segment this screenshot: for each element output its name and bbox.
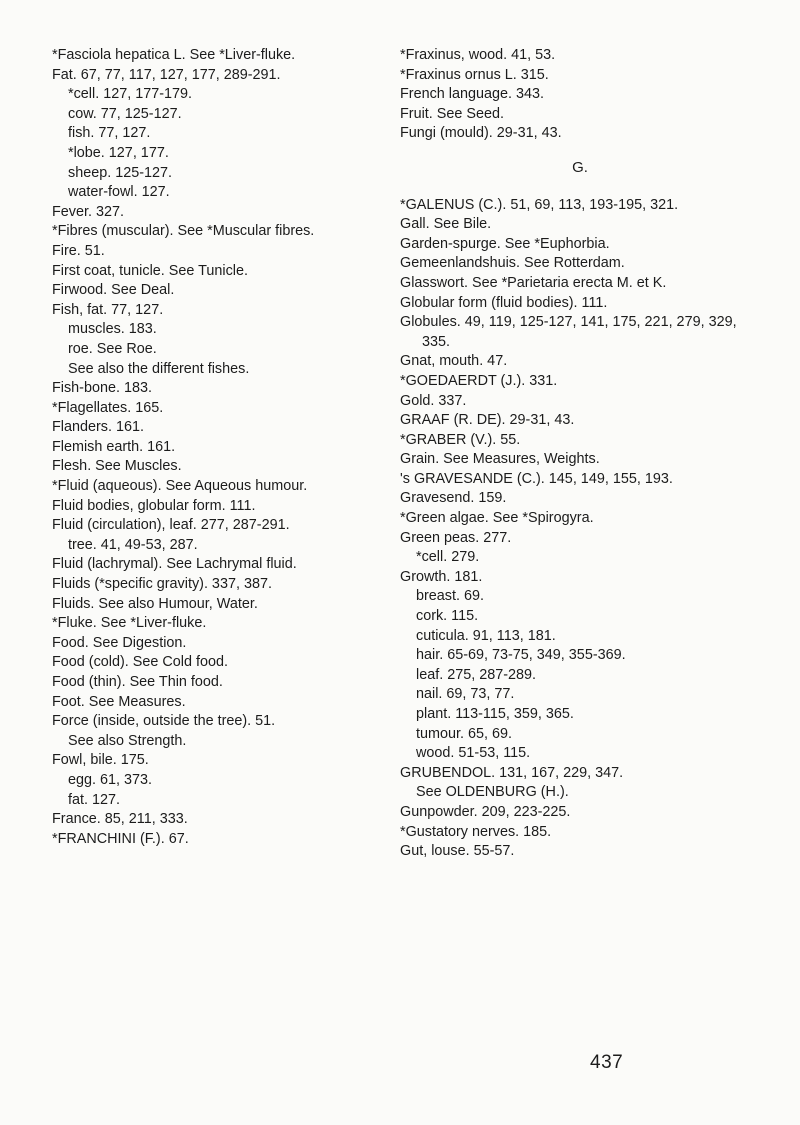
index-entry: Gold. 337. [400, 392, 467, 409]
index-entry: GRAAF (R. DE). 29-31, 43. [400, 412, 575, 429]
index-entry: GRUBENDOL. 131, 167, 229, 347. [400, 764, 624, 781]
index-entry: Food (thin). See Thin food. [52, 674, 223, 690]
index-entry: 's GRAVESANDE (C.). 145, 149, 155, 193. [400, 470, 673, 487]
index-entry: Fluid (lachrymal). See Lachrymal fluid. [52, 556, 297, 573]
index-entry: Food (cold). See Cold food. [52, 654, 228, 671]
index-entry: Gemeenlandshuis. See Rotterdam. [400, 255, 625, 272]
index-entry: Fruit. See Seed. [400, 105, 504, 122]
index-entry: Gunpowder. 209, 223-225. [400, 803, 571, 820]
index-entry: *Fibres (muscular). See *Muscular fibres. [52, 223, 315, 240]
index-subentry: leaf. 275, 287-289. [416, 666, 537, 683]
index-entry: Fat. 67, 77, 117, 127, 177, 289-291. [52, 66, 281, 83]
index-entry: *Fraxinus, wood. 41, 53. [400, 47, 556, 63]
index-entry: *Fraxinus ornus L. 315. [400, 66, 549, 83]
index-entry: Force (inside, outside the tree). 51. [52, 713, 276, 730]
index-column-right [400, 46, 760, 862]
index-subentry: fat. 127. [68, 791, 121, 808]
index-entry: Gall. See Bile. [400, 216, 492, 233]
index-subentry: nail. 69, 73, 77. [416, 686, 515, 703]
index-subentry: *cell. 127, 177-179. [68, 86, 193, 103]
index-entry: France. 85, 211, 333. [52, 811, 188, 828]
index-entry: *GOEDAERDT (J.). 331. [400, 372, 558, 389]
index-entry: Glasswort. See *Parietaria erecta M. et K. [400, 274, 667, 291]
index-subentry: *lobe. 127, 177. [68, 144, 169, 161]
index-entries-g [400, 196, 760, 862]
index-entry: Fever. 327. [52, 203, 124, 220]
index-subentry: cuticula. 91, 113, 181. [416, 627, 556, 644]
index-entry: *GRABER (V.). 55. [400, 431, 521, 448]
index-entry: Fluid (circulation), leaf. 277, 287-291. [52, 517, 290, 534]
index-entry: Green peas. 277. [400, 529, 512, 546]
index-entry: *Fluke. See *Liver-fluke. [52, 615, 207, 632]
index-entry: Foot. See Measures. [52, 693, 186, 710]
index-subentry: muscles. 183. [68, 321, 157, 338]
index-subentry: cow. 77, 125-127. [68, 105, 182, 122]
index-subentry: See also the different fishes. [68, 360, 250, 377]
index-entry: Fluid bodies, globular form. 111. [52, 497, 256, 514]
index-subentry: tumour. 65, 69. [416, 725, 512, 742]
index-entry: *FRANCHINI (F.). 67. [52, 830, 189, 847]
index-entry: Flemish earth. 161. [52, 438, 176, 455]
index-entry: *Fasciola hepatica L. See *Liver-fluke. [52, 47, 296, 63]
index-subentry: fish. 77, 127. [68, 125, 151, 142]
index-entry: *Flagellates. 165. [52, 399, 164, 416]
index-entry: Growth. 181. [400, 568, 483, 585]
index-subentry: plant. 113-115, 359, 365. [416, 706, 574, 722]
index-column-left [52, 46, 392, 849]
index-entry: Globular form (fluid bodies). 111. [400, 294, 608, 311]
index-entry: Gnat, mouth. 47. [400, 353, 508, 370]
index-entry: Fowl, bile. 175. [52, 752, 149, 769]
index-subentry: *cell. 279. [416, 549, 480, 566]
index-subentry: breast. 69. [416, 588, 484, 605]
index-subentry: roe. See Roe. [68, 340, 157, 357]
index-entry: Gut, louse. 55-57. [400, 843, 515, 860]
index-entry: Fish-bone. 183. [52, 380, 152, 397]
index-subentry: cork. 115. [416, 608, 479, 625]
index-entry: *Gustatory nerves. 185. [400, 823, 552, 840]
index-entry: Flanders. 161. [52, 419, 144, 436]
index-subentry: hair. 65-69, 73-75, 349, 355-369. [416, 647, 626, 664]
index-subentry: egg. 61, 373. [68, 771, 153, 788]
index-entry: *GALENUS (C.). 51, 69, 113, 193-195, 321. [400, 196, 679, 213]
index-entry: Gravesend. 159. [400, 490, 507, 507]
index-entry: Globules. 49, 119, 125-127, 141, 175, 221, 279, 329, 335. [400, 314, 737, 350]
index-subentry: water-fowl. 127. [68, 184, 170, 201]
index-subentry: tree. 41, 49-53, 287. [68, 536, 198, 553]
index-entry: French language. 343. [400, 86, 545, 103]
index-entry: Firwood. See Deal. [52, 282, 175, 299]
index-entry: *Green algae. See *Spirogyra. [400, 510, 594, 527]
index-entries-f-continued [400, 46, 760, 144]
index-subentry: See also Strength. [68, 732, 187, 749]
index-entry: Food. See Digestion. [52, 634, 187, 651]
index-subentry: sheep. 125-127. [68, 164, 173, 181]
index-subentry: See OLDENBURG (H.). [416, 784, 569, 801]
index-entry: Fungi (mould). 29-31, 43. [400, 125, 562, 142]
index-entry: Fluids. See also Humour, Water. [52, 595, 258, 612]
index-entry: Flesh. See Muscles. [52, 458, 182, 475]
index-entry: Fluids (*specific gravity). 337, 387. [52, 576, 272, 593]
index-entry: *Fluid (aqueous). See Aqueous humour. [52, 478, 308, 495]
section-heading-g: G. [572, 158, 588, 176]
index-entry: First coat, tunicle. See Tunicle. [52, 262, 248, 279]
index-entry: Fire. 51. [52, 242, 105, 259]
index-entry: Fish, fat. 77, 127. [52, 301, 164, 318]
index-subentry: wood. 51-53, 115. [416, 745, 531, 762]
page-number: 437 [590, 1052, 624, 1073]
index-entry: Garden-spurge. See *Euphorbia. [400, 235, 610, 252]
index-entry: Grain. See Measures, Weights. [400, 451, 600, 468]
